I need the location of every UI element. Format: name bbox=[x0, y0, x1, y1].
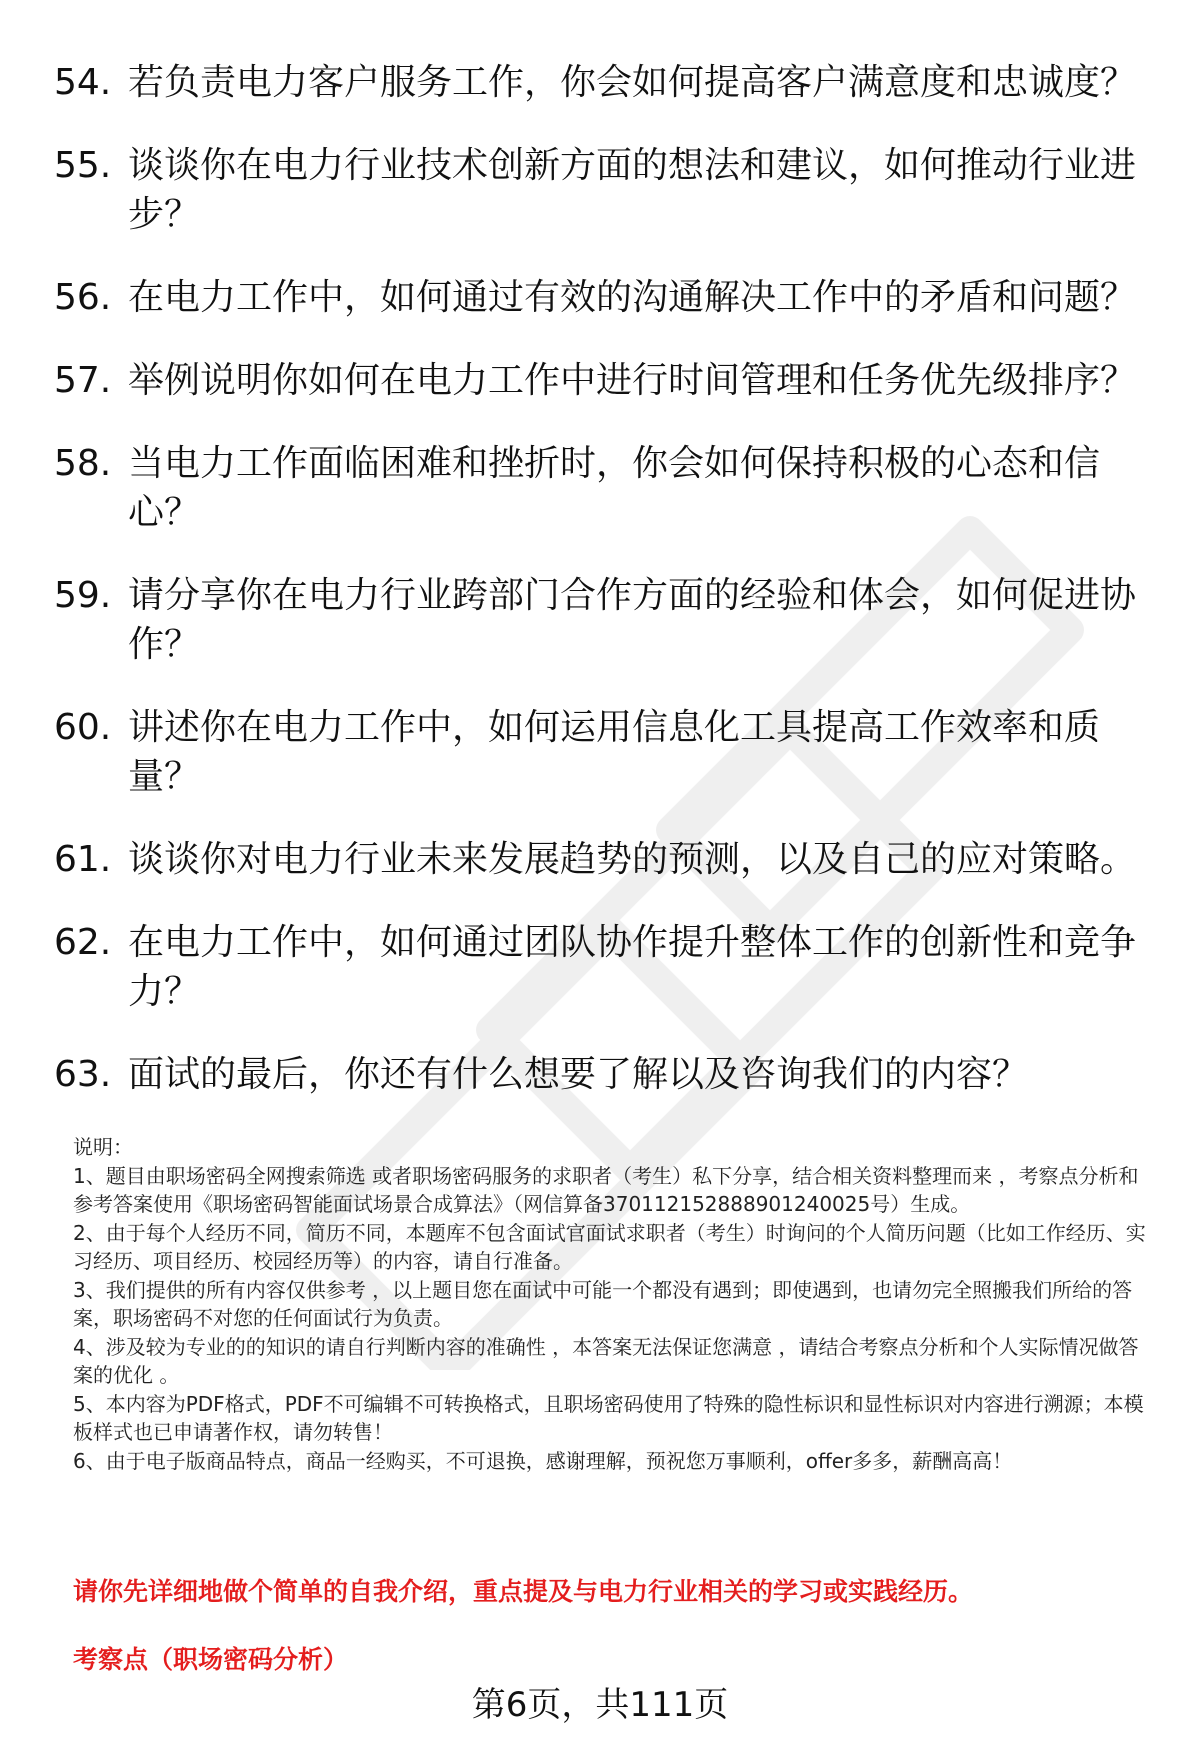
question-text: 面试的最后，你还有什么想要了解以及咨询我们的内容？ bbox=[128, 1054, 1029, 1095]
question-number: 55. bbox=[54, 145, 112, 186]
question-number: 61. bbox=[54, 839, 112, 880]
question-text: 在电力工作中，如何通过有效的沟通解决工作中的矛盾和问题？ bbox=[128, 277, 1137, 318]
question-item bbox=[54, 273, 1154, 322]
highlighted-question: 请你先详细地做个简单的自我介绍，重点提及与电力行业相关的学习或实践经历。 bbox=[73, 1577, 974, 1606]
question-item bbox=[54, 918, 1154, 1016]
question-number: 56. bbox=[54, 277, 112, 318]
question-number: 57. bbox=[54, 360, 112, 401]
question-text: 讲述你在电力工作中，如何运用信息化工具提高工作效率和质量？ bbox=[128, 707, 1101, 797]
question-text: 请分享你在电力行业跨部门合作方面的经验和体会，如何促进协作？ bbox=[128, 575, 1137, 665]
question-text: 在电力工作中，如何通过团队协作提升整体工作的创新性和竞争力？ bbox=[128, 922, 1137, 1012]
note-line: 1、题目由职场密码全网搜索筛选 或者职场密码服务的求职者（考生）私下分享，结合相关资料整理而来 ，考察点分析和参考答案使用《职场密码智能面试场景合成算法》（网信算备370112152888901240025号）生成。 bbox=[73, 1163, 1139, 1216]
question-number: 58. bbox=[54, 443, 112, 484]
note-line: 3、我们提供的所有内容仅供参考 ，以上题目您在面试中可能一个都没有遇到；即使遇到，也请勿完全照搬我们所给的答案，职场密码不对您的任何面试行为负责。 bbox=[73, 1277, 1133, 1330]
question-number: 63. bbox=[54, 1054, 112, 1095]
question-item bbox=[54, 439, 1154, 537]
note-line: 6、由于电子版商品特点，商品一经购买，不可退换，感谢理解，预祝您万事顺利，offer多多，薪酬高高！ bbox=[73, 1448, 1013, 1473]
question-number: 62. bbox=[54, 922, 112, 963]
question-text: 谈谈你在电力行业技术创新方面的想法和建议，如何推动行业进步？ bbox=[128, 145, 1137, 235]
note-line: 2、由于每个人经历不同，简历不同，本题库不包含面试官面试求职者（考生）时询问的个人简历问题（比如工作经历、实习经历、项目经历、校园经历等）的内容，请自行准备。 bbox=[73, 1220, 1146, 1273]
page-number: 第6页，共111页 bbox=[471, 1685, 729, 1725]
question-item bbox=[54, 835, 1154, 884]
note-line: 5、本内容为PDF格式，PDF不可编辑不可转换格式，且职场密码使用了特殊的隐性标识和显性标识对内容进行溯源；本模板样式也已申请著作权，请勿转售！ bbox=[73, 1391, 1144, 1444]
question-text: 谈谈你对电力行业未来发展趋势的预测，以及自己的应对策略。 bbox=[128, 839, 1137, 880]
question-text: 若负责电力客户服务工作，你会如何提高客户满意度和忠诚度？ bbox=[128, 62, 1137, 103]
question-number: 59. bbox=[54, 575, 112, 616]
question-text: 当电力工作面临困难和挫折时，你会如何保持积极的心态和信心？ bbox=[128, 443, 1101, 533]
question-number: 60. bbox=[54, 707, 112, 748]
note-line: 4、涉及较为专业的的知识的请自行判断内容的准确性 ，本答案无法保证您满意 ，请结合考察点分析和个人实际情况做答案的优化 。 bbox=[73, 1334, 1139, 1387]
notes-section bbox=[73, 1133, 1155, 1475]
question-item bbox=[54, 58, 1154, 107]
question-item bbox=[54, 571, 1154, 669]
question-number: 54. bbox=[54, 62, 112, 103]
question-list bbox=[54, 58, 1154, 1133]
notes-title: 说明： bbox=[73, 1135, 133, 1159]
question-item bbox=[54, 1050, 1154, 1099]
question-text: 举例说明你如何在电力工作中进行时间管理和任务优先级排序？ bbox=[128, 360, 1137, 401]
question-item bbox=[54, 356, 1154, 405]
analysis-heading: 考察点（职场密码分析） bbox=[73, 1645, 349, 1674]
question-item bbox=[54, 141, 1154, 239]
question-item bbox=[54, 703, 1154, 801]
